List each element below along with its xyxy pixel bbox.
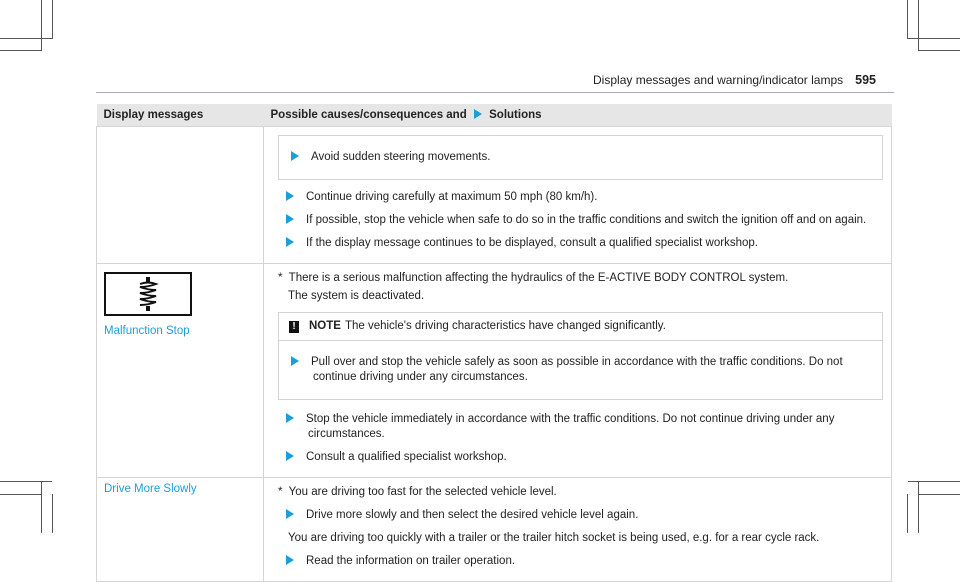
arrow-right-icon bbox=[474, 109, 482, 119]
note-body bbox=[279, 341, 882, 399]
arrow-right-icon bbox=[286, 555, 294, 565]
arrow-right-icon bbox=[286, 509, 294, 519]
col-header-causes-text: Possible causes/consequences and bbox=[270, 108, 467, 121]
exclamation-icon: ! bbox=[289, 321, 299, 333]
step-item bbox=[278, 213, 883, 228]
boxed-step bbox=[278, 135, 883, 180]
cause-text: You are driving too quickly with a trailer or the trailer hitch socket is being used, e.g. for a rear cycle rack. bbox=[288, 532, 820, 544]
note-header bbox=[279, 313, 882, 341]
header-title: Display messages and warning/indicator lamps bbox=[593, 73, 844, 87]
table-row bbox=[97, 264, 892, 478]
note-text: The vehicle's driving characteristics have changed significantly. bbox=[344, 320, 666, 332]
step-text: Stop the vehicle immediately in accordance with the traffic conditions. Do not continue driving under any circumstances. bbox=[306, 413, 835, 440]
col-header-messages: Display messages bbox=[97, 104, 264, 127]
arrow-right-icon bbox=[286, 191, 294, 201]
note-title: NOTE bbox=[309, 320, 341, 332]
step-item bbox=[289, 150, 872, 165]
spring-icon-graphic bbox=[136, 277, 160, 311]
arrow-right-icon bbox=[286, 451, 294, 461]
step-item bbox=[278, 412, 883, 442]
solution-cell bbox=[264, 478, 892, 582]
crop-mark bbox=[918, 50, 960, 51]
step-item bbox=[278, 508, 883, 523]
table-header-row bbox=[97, 104, 892, 127]
running-header bbox=[593, 73, 876, 87]
col-header-solutions-text: Solutions bbox=[489, 108, 542, 121]
step-item bbox=[278, 450, 883, 465]
arrow-right-icon bbox=[291, 356, 299, 366]
crop-mark bbox=[52, 0, 53, 39]
cause-text: You are driving too fast for the selected vehicle level. bbox=[288, 486, 557, 498]
step-text: If the display message continues to be displayed, consult a qualified specialist workshop. bbox=[306, 237, 758, 249]
solution-cell bbox=[264, 264, 892, 478]
arrow-right-icon bbox=[286, 214, 294, 224]
cause-subtext: The system is deactivated. bbox=[288, 290, 425, 302]
table-row bbox=[97, 478, 892, 582]
crop-mark bbox=[0, 38, 52, 39]
step-text: If possible, stop the vehicle when safe to do so in the traffic conditions and switch the ignition off and on again. bbox=[306, 214, 867, 226]
step-item bbox=[278, 236, 883, 251]
crop-mark bbox=[918, 494, 960, 495]
step-text: Consult a qualified specialist workshop. bbox=[306, 451, 507, 463]
page-number: 595 bbox=[855, 73, 876, 87]
message-malfunction-stop: Malfunction Stop bbox=[104, 325, 190, 337]
arrow-right-icon bbox=[286, 237, 294, 247]
table-row bbox=[97, 127, 892, 264]
crop-mark bbox=[41, 0, 42, 50]
crop-mark bbox=[918, 481, 919, 533]
message-cell bbox=[97, 264, 264, 478]
crop-mark bbox=[907, 494, 908, 533]
col-header-causes bbox=[264, 104, 892, 127]
crop-mark bbox=[0, 50, 42, 51]
step-item bbox=[278, 554, 883, 569]
header-divider bbox=[96, 92, 894, 93]
crop-mark bbox=[0, 481, 52, 482]
message-cell bbox=[97, 478, 264, 582]
display-messages-table bbox=[96, 104, 892, 582]
arrow-right-icon bbox=[291, 151, 299, 161]
note-box bbox=[278, 312, 883, 400]
step-text: Drive more slowly and then select the desired vehicle level again. bbox=[306, 509, 639, 521]
crop-mark bbox=[908, 481, 960, 482]
step-item bbox=[289, 355, 872, 385]
crop-mark bbox=[918, 0, 919, 50]
crop-mark bbox=[907, 0, 908, 39]
step-text: Continue driving carefully at maximum 50 mph (80 km/h). bbox=[306, 191, 598, 203]
step-text: Pull over and stop the vehicle safely as soon as possible in accordance with the traffic conditions. Do not continue driving under any circumstances. bbox=[311, 356, 843, 383]
solution-cell bbox=[264, 127, 892, 264]
message-cell bbox=[97, 127, 264, 264]
crop-mark bbox=[908, 38, 960, 39]
step-text: Read the information on trailer operation. bbox=[306, 555, 516, 567]
step-item bbox=[278, 190, 883, 205]
arrow-right-icon bbox=[286, 413, 294, 423]
crop-mark bbox=[0, 494, 42, 495]
step-text: Avoid sudden steering movements. bbox=[311, 151, 491, 163]
cause-bullet: * You are driving too fast for the selected vehicle level. bbox=[278, 486, 557, 498]
crop-mark bbox=[52, 494, 53, 533]
message-drive-more-slowly: Drive More Slowly bbox=[104, 483, 197, 495]
cause-bullet: * There is a serious malfunction affecting the hydraulics of the E-ACTIVE BODY CONTROL system. bbox=[278, 272, 789, 284]
suspension-spring-icon bbox=[104, 272, 192, 316]
cause-text: There is a serious malfunction affecting the hydraulics of the E-ACTIVE BODY CONTROL system. bbox=[288, 272, 789, 284]
crop-mark bbox=[41, 481, 42, 533]
